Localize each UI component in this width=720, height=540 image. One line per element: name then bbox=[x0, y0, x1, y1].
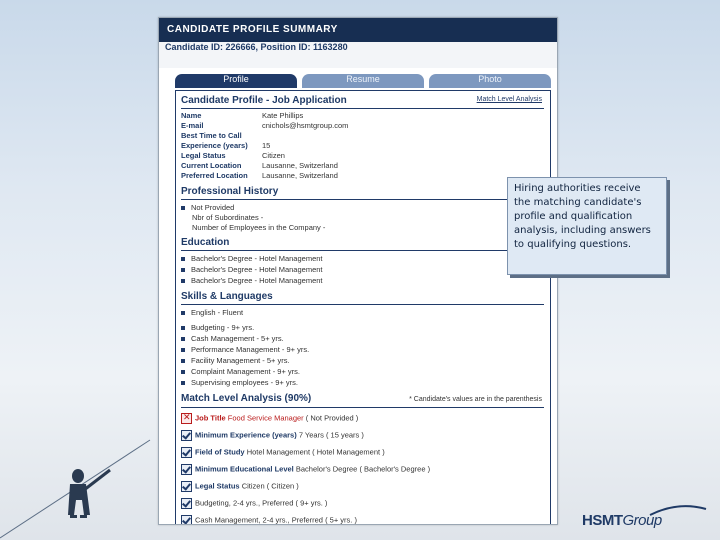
candidate-id-line: Candidate ID: 226666, Position ID: 1163280 bbox=[159, 42, 557, 68]
field-value-current-location: Lausanne, Switzerland bbox=[262, 161, 338, 170]
match-level-analysis-link[interactable]: Match Level Analysis bbox=[476, 96, 542, 103]
list-item bbox=[181, 367, 300, 376]
list-item-text: Budgeting - 9+ yrs. bbox=[191, 323, 255, 332]
match-row-job-title: ✕Job Title Food Service Manager ( Not Provided ) bbox=[181, 413, 358, 424]
match-row-education-level: Minimum Educational Level Bachelor's Degree ( Bachelor's Degree ) bbox=[181, 464, 430, 475]
list-item bbox=[181, 356, 290, 365]
list-item bbox=[181, 308, 243, 317]
match-check-icon bbox=[181, 464, 192, 475]
bullet-icon bbox=[181, 268, 185, 272]
list-item: Nbr of Subordinates - bbox=[192, 213, 264, 222]
tab-profile[interactable]: Profile bbox=[175, 74, 297, 88]
bullet-icon bbox=[181, 337, 185, 341]
list-item-text: Facility Management - 5+ yrs. bbox=[191, 356, 290, 365]
candidate-profile-panel bbox=[158, 17, 558, 525]
divider bbox=[181, 304, 544, 305]
profile-content bbox=[175, 90, 551, 524]
bullet-icon bbox=[181, 348, 185, 352]
mismatch-icon bbox=[181, 413, 192, 424]
list-item bbox=[181, 334, 284, 343]
list-item-text: Complaint Management - 9+ yrs. bbox=[191, 367, 301, 376]
list-item bbox=[181, 265, 323, 274]
bullet-icon bbox=[181, 279, 185, 283]
match-check-icon bbox=[181, 481, 192, 492]
section-title-education: Education bbox=[181, 237, 230, 248]
section-title-profile: Candidate Profile - Job Application bbox=[181, 95, 347, 106]
list-item-text: Bachelor's Degree - Hotel Management bbox=[191, 265, 323, 274]
field-label-name: Name bbox=[181, 111, 202, 120]
field-label-experience: Experience (years) bbox=[181, 141, 248, 150]
divider bbox=[181, 407, 544, 408]
divider bbox=[181, 199, 544, 200]
divider bbox=[181, 250, 544, 251]
field-value-preferred-location: Lausanne, Switzerland bbox=[262, 171, 338, 180]
match-check-icon bbox=[181, 430, 192, 441]
list-item bbox=[181, 323, 254, 332]
match-check-icon bbox=[181, 498, 192, 509]
match-row-budgeting: Budgeting, 2-4 yrs., Preferred ( 9+ yrs. ) bbox=[181, 498, 327, 509]
match-row-field-of-study: Field of Study Hotel Management ( Hotel Management ) bbox=[181, 447, 385, 458]
match-check-icon bbox=[181, 447, 192, 458]
list-item-text: Not Provided bbox=[191, 203, 235, 212]
bullet-icon bbox=[181, 326, 185, 330]
field-value-name: Kate Phillips bbox=[262, 111, 304, 120]
tab-bar bbox=[175, 74, 551, 88]
list-item bbox=[181, 203, 234, 212]
list-item-text: Supervising employees - 9+ yrs. bbox=[191, 378, 298, 387]
list-item bbox=[181, 378, 298, 387]
match-check-icon bbox=[181, 515, 192, 525]
match-row-legal-status: Legal Status Citizen ( Citizen ) bbox=[181, 481, 299, 492]
list-item bbox=[181, 345, 309, 354]
list-item-text: Performance Management - 9+ yrs. bbox=[191, 345, 310, 354]
field-label-current-location: Current Location bbox=[181, 161, 242, 170]
bullet-icon bbox=[181, 370, 185, 374]
field-value-experience: 15 bbox=[262, 141, 271, 150]
bullet-icon bbox=[181, 359, 185, 363]
bullet-icon bbox=[181, 257, 185, 261]
divider bbox=[181, 108, 544, 109]
list-item bbox=[181, 276, 323, 285]
tab-photo[interactable]: Photo bbox=[429, 74, 551, 88]
list-item-text: Bachelor's Degree - Hotel Management bbox=[191, 276, 323, 285]
list-item bbox=[181, 254, 323, 263]
list-item-text: Bachelor's Degree - Hotel Management bbox=[191, 254, 323, 263]
field-label-email: E-mail bbox=[181, 121, 204, 130]
match-row-cash-management: Cash Management, 2-4 yrs., Preferred ( 5+ yrs. ) bbox=[181, 515, 357, 525]
list-item-text: Cash Management - 5+ yrs. bbox=[191, 334, 284, 343]
field-label-best-time: Best Time to Call bbox=[181, 131, 242, 140]
section-title-history: Professional History bbox=[181, 186, 279, 197]
field-value-legal-status: Citizen bbox=[262, 151, 285, 160]
tab-resume[interactable]: Resume bbox=[302, 74, 424, 88]
hsmt-group-logo: HSMTGroup bbox=[582, 512, 662, 529]
bullet-icon bbox=[181, 381, 185, 385]
list-item: Number of Employees in the Company - bbox=[192, 223, 326, 232]
bullet-icon bbox=[181, 206, 185, 210]
list-item-text: English - Fluent bbox=[191, 308, 244, 317]
section-title-match: Match Level Analysis (90%) bbox=[181, 393, 312, 404]
field-value-email: cnichols@hsmtgroup.com bbox=[262, 121, 349, 130]
bullet-icon bbox=[181, 311, 185, 315]
callout-box: Hiring authorities receive the matching candidate's profile and qualification analysis, including answers to qualifying questions. bbox=[507, 177, 667, 275]
match-row-experience: Minimum Experience (years) 7 Years ( 15 years ) bbox=[181, 430, 364, 441]
candidate-values-note: * Candidate's values are in the parenthesis bbox=[409, 396, 542, 403]
section-title-skills: Skills & Languages bbox=[181, 291, 273, 302]
panel-title: CANDIDATE PROFILE SUMMARY bbox=[159, 18, 557, 42]
field-label-preferred-location: Preferred Location bbox=[181, 171, 248, 180]
field-label-legal-status: Legal Status bbox=[181, 151, 226, 160]
